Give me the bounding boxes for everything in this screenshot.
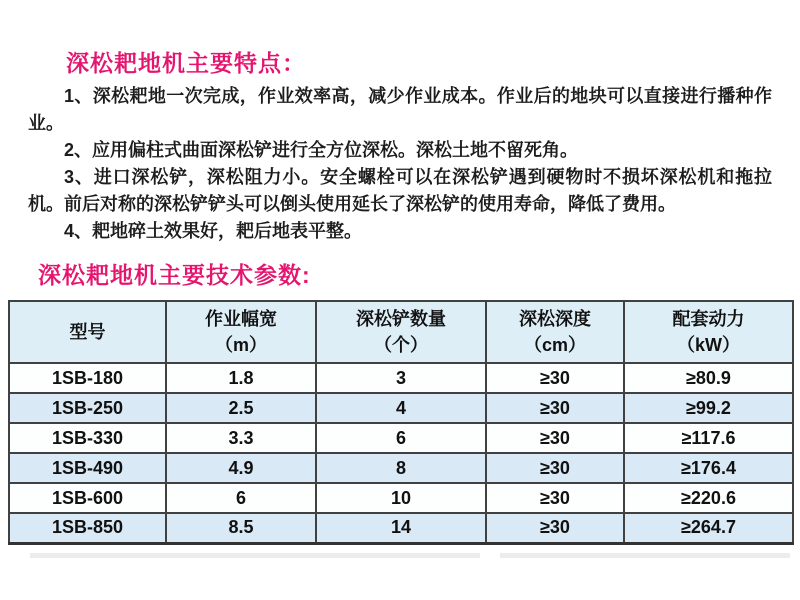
feature-item-4: 4、耙地碎土效果好，耙后地表平整。 xyxy=(64,221,363,241)
column-header-working-width xyxy=(166,301,316,363)
column-header-label: 深松深度 xyxy=(519,309,591,329)
cell-power: ≥264.7 xyxy=(624,513,793,543)
cell-power: ≥99.2 xyxy=(624,393,793,423)
cell-depth: ≥30 xyxy=(486,393,624,423)
cell-model: 1SB-600 xyxy=(9,483,166,513)
column-header-unit: （cm） xyxy=(523,335,586,355)
cell-model: 1SB-490 xyxy=(9,453,166,483)
column-header-shovel-count xyxy=(316,301,486,363)
table-shadow xyxy=(30,553,480,558)
feature-item-3: 3、进口深松铲，深松阻力小。安全螺栓可以在深松铲遇到硬物时不损坏深松机和拖拉机。前后对称的深松铲铲头可以倒头使用延长了深松铲的使用寿命，降低了费用。 xyxy=(28,167,772,214)
cell-power: ≥80.9 xyxy=(624,363,793,393)
cell-width: 3.3 xyxy=(166,423,316,453)
cell-depth: ≥30 xyxy=(486,363,624,393)
cell-count: 8 xyxy=(316,453,486,483)
feature-item-2: 2、应用偏柱式曲面深松铲进行全方位深松。深松土地不留死角。 xyxy=(64,140,579,160)
cell-model: 1SB-850 xyxy=(9,513,166,543)
cell-depth: ≥30 xyxy=(486,483,624,513)
specs-table-header-row xyxy=(9,301,793,363)
table-row xyxy=(9,393,793,423)
specs-section-title: 深松耙地机主要技术参数: xyxy=(38,262,311,288)
cell-count: 14 xyxy=(316,513,486,543)
cell-depth: ≥30 xyxy=(486,513,624,543)
features-list xyxy=(28,83,772,245)
table-row xyxy=(9,423,793,453)
features-section-title: 深松耙地机主要特点： xyxy=(66,50,306,76)
table-shadow xyxy=(500,553,790,558)
feature-item-1: 1、深松耙地一次完成，作业效率高，减少作业成本。作业后的地块可以直接进行播种作业。 xyxy=(28,86,772,133)
column-header-unit: （个） xyxy=(374,335,428,355)
specs-table xyxy=(8,300,794,545)
column-header-label: 型号 xyxy=(69,322,106,342)
column-header-model xyxy=(9,301,166,363)
table-row xyxy=(9,513,793,543)
column-header-unit: （kW） xyxy=(677,335,740,355)
cell-power: ≥176.4 xyxy=(624,453,793,483)
cell-count: 10 xyxy=(316,483,486,513)
cell-count: 4 xyxy=(316,393,486,423)
column-header-label: 作业幅宽 xyxy=(205,309,277,329)
cell-count: 3 xyxy=(316,363,486,393)
cell-width: 6 xyxy=(166,483,316,513)
cell-width: 8.5 xyxy=(166,513,316,543)
column-header-unit: （m） xyxy=(214,335,267,355)
cell-count: 6 xyxy=(316,423,486,453)
column-header-label: 配套动力 xyxy=(672,309,745,329)
table-row xyxy=(9,453,793,483)
cell-width: 4.9 xyxy=(166,453,316,483)
column-header-label: 深松铲数量 xyxy=(356,309,446,329)
column-header-depth xyxy=(486,301,624,363)
cell-model: 1SB-180 xyxy=(9,363,166,393)
cell-depth: ≥30 xyxy=(486,453,624,483)
cell-model: 1SB-330 xyxy=(9,423,166,453)
cell-power: ≥117.6 xyxy=(624,423,793,453)
cell-depth: ≥30 xyxy=(486,423,624,453)
table-row xyxy=(9,363,793,393)
column-header-power xyxy=(624,301,793,363)
table-row xyxy=(9,483,793,513)
cell-model: 1SB-250 xyxy=(9,393,166,423)
cell-width: 1.8 xyxy=(166,363,316,393)
cell-width: 2.5 xyxy=(166,393,316,423)
cell-power: ≥220.6 xyxy=(624,483,793,513)
